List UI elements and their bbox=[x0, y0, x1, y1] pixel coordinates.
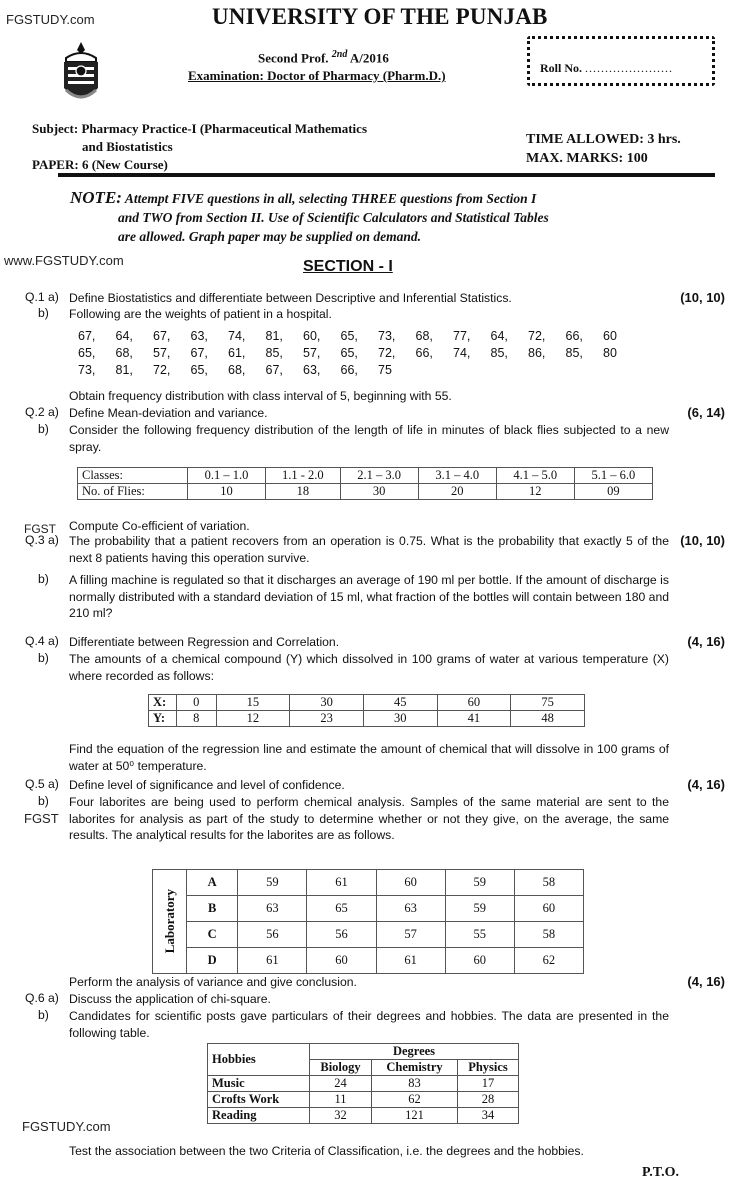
table-cell: 11 bbox=[310, 1092, 372, 1108]
laboratory-side-label bbox=[153, 870, 187, 974]
table-cell: 12 bbox=[216, 711, 290, 727]
roll-number-label: Roll No. bbox=[540, 61, 582, 75]
table-cell: 2.1 – 3.0 bbox=[340, 468, 418, 484]
table-cell: 09 bbox=[574, 484, 652, 500]
q2-part-a: Define Mean-deviation and variance. bbox=[69, 406, 268, 420]
table-cell: 18 bbox=[266, 484, 340, 500]
weight: 67, bbox=[78, 329, 96, 343]
table-cell: B bbox=[187, 896, 238, 922]
table-cell: Y: bbox=[149, 711, 177, 727]
table-header: Physics bbox=[458, 1060, 519, 1076]
weight: 73, bbox=[78, 363, 96, 377]
table-cell: 56 bbox=[307, 922, 376, 948]
note-lead: NOTE: bbox=[70, 188, 122, 207]
weight: 67, bbox=[265, 363, 283, 377]
q3-marks: (10, 10) bbox=[680, 533, 725, 548]
table-cell: 24 bbox=[310, 1076, 372, 1092]
roll-number-box[interactable] bbox=[527, 36, 715, 86]
flies-frequency-table bbox=[77, 467, 653, 500]
weight: 68, bbox=[115, 346, 133, 360]
weight: 72, bbox=[528, 329, 546, 343]
table-cell: 55 bbox=[445, 922, 514, 948]
table-cell: 15 bbox=[216, 695, 290, 711]
q4-part-b-task: Find the equation of the regression line and estimate the amount of chemical that will dissolve in 100 grams of water at 50⁰ temperature. bbox=[69, 742, 669, 773]
table-cell: 10 bbox=[188, 484, 266, 500]
q5-part-b: Four laborites are being used to perform chemical analysis. Samples of the same material are sent to the laborites for analysis as part of the study to determine whether or not they give, on the average, the same results. The analytical results for the laborites are as follows. bbox=[69, 795, 669, 842]
weights-row-1 bbox=[78, 329, 641, 343]
table-cell: 3.1 – 4.0 bbox=[418, 468, 496, 484]
table-cell: 61 bbox=[307, 870, 376, 896]
q4-part-b: The amounts of a chemical compound (Y) which dissolved in 100 grams of water at various temperature (X) where recorded as follows: bbox=[69, 652, 669, 683]
q1-part-b-task: Obtain frequency distribution with class interval of 5, beginning with 55. bbox=[69, 389, 452, 403]
q5-number: Q.5 a) bbox=[25, 777, 59, 791]
table-row bbox=[78, 484, 653, 500]
q1-b-label: b) bbox=[38, 306, 49, 320]
table-row bbox=[153, 948, 584, 974]
university-logo-icon bbox=[58, 40, 104, 108]
q6-number: Q.6 a) bbox=[25, 991, 59, 1005]
max-marks: MAX. MARKS: 100 bbox=[526, 151, 648, 166]
q5-b-label: b) bbox=[38, 794, 49, 808]
weight: 64, bbox=[490, 329, 508, 343]
prof-suffix: A/2016 bbox=[349, 50, 389, 66]
weight: 63, bbox=[303, 363, 321, 377]
table-cell: X: bbox=[149, 695, 177, 711]
weight: 85, bbox=[265, 346, 283, 360]
table-cell: 34 bbox=[458, 1108, 519, 1124]
table-cell: 57 bbox=[376, 922, 445, 948]
table-cell: 60 bbox=[437, 695, 511, 711]
table-cell: 58 bbox=[514, 870, 583, 896]
q6-part-b: Candidates for scientific posts gave particulars of their degrees and hobbies. The data are presented in the following table. bbox=[69, 1009, 669, 1040]
weight: 63, bbox=[190, 329, 208, 343]
table-header: Chemistry bbox=[372, 1060, 458, 1076]
laboratory-results-table bbox=[152, 869, 584, 974]
weight: 74, bbox=[453, 346, 471, 360]
table-header-degrees: Degrees bbox=[310, 1044, 519, 1060]
q6-part-a: Discuss the application of chi-square. bbox=[69, 992, 271, 1006]
q6-part-b-task: Test the association between the two Criteria of Classification, i.e. the degrees and the hobbies. bbox=[69, 1144, 584, 1158]
prof-prefix: Second Prof. bbox=[258, 50, 329, 66]
weight: 74, bbox=[228, 329, 246, 343]
q2-part-b-task: Compute Co-efficient of variation. bbox=[69, 519, 250, 533]
weight: 65, bbox=[340, 346, 358, 360]
section-title: SECTION - I bbox=[303, 258, 393, 275]
q4-marks: (4, 16) bbox=[687, 634, 725, 649]
table-cell: Reading bbox=[208, 1108, 310, 1124]
weight: 81, bbox=[115, 363, 133, 377]
table-header: Biology bbox=[310, 1060, 372, 1076]
weight: 67, bbox=[190, 346, 208, 360]
table-cell: 60 bbox=[514, 896, 583, 922]
weight: 68, bbox=[415, 329, 433, 343]
q3-part-b: A filling machine is regulated so that it discharges an average of 190 ml per bottle. If the amount of discharge is normally distributed with a standard deviation of 15 ml, what fraction of the bottles will contain between 180 and 210 ml? bbox=[69, 573, 669, 620]
table-cell: 4.1 – 5.0 bbox=[496, 468, 574, 484]
exam-year bbox=[258, 49, 389, 66]
weight: 65, bbox=[78, 346, 96, 360]
table-cell: 1.1 - 2.0 bbox=[266, 468, 340, 484]
table-cell: 32 bbox=[310, 1108, 372, 1124]
weight: 65, bbox=[340, 329, 358, 343]
weight: 64, bbox=[115, 329, 133, 343]
prof-ordinal: 2nd bbox=[331, 49, 348, 60]
weight: 80 bbox=[603, 346, 617, 360]
table-row bbox=[153, 922, 584, 948]
table-cell: 23 bbox=[290, 711, 364, 727]
weight: 66, bbox=[565, 329, 583, 343]
weight: 68, bbox=[228, 363, 246, 377]
table-cell: 60 bbox=[445, 948, 514, 974]
q5-marks: (4, 16) bbox=[687, 777, 725, 792]
weight: 61, bbox=[228, 346, 246, 360]
hobbies-degrees-table bbox=[207, 1043, 519, 1124]
table-cell: 62 bbox=[372, 1092, 458, 1108]
roll-number-blank: ...................... bbox=[585, 61, 673, 75]
table-cell: 59 bbox=[445, 870, 514, 896]
table-cell: 60 bbox=[307, 948, 376, 974]
paper-label: PAPER: 6 (New Course) bbox=[32, 157, 168, 172]
table-cell: 12 bbox=[496, 484, 574, 500]
table-header-hobbies: Hobbies bbox=[208, 1044, 310, 1076]
table-cell: 41 bbox=[437, 711, 511, 727]
header-divider bbox=[58, 173, 715, 177]
university-title: UNIVERSITY OF THE PUNJAB bbox=[212, 4, 548, 29]
weight: 66, bbox=[340, 363, 358, 377]
q1-number: Q.1 a) bbox=[25, 290, 59, 304]
q3-part-a: The probability that a patient recovers from an operation is 0.75. What is the probability that exactly 5 of the next 8 patients having this operation survive. bbox=[69, 534, 669, 565]
note-line-3: are allowed. Graph paper may be supplied on demand. bbox=[118, 229, 421, 244]
table-cell: A bbox=[187, 870, 238, 896]
q1-marks: (10, 10) bbox=[680, 290, 725, 305]
table-cell: No. of Flies: bbox=[78, 484, 188, 500]
table-cell: 30 bbox=[290, 695, 364, 711]
table-cell: 8 bbox=[177, 711, 217, 727]
time-marks-block bbox=[526, 130, 681, 168]
watermark-bottom: FGSTUDY.com bbox=[22, 1119, 111, 1134]
q4-part-a: Differentiate between Regression and Correlation. bbox=[69, 635, 340, 649]
weight: 81, bbox=[265, 329, 283, 343]
page-turn-over: P.T.O. bbox=[642, 1165, 679, 1180]
table-cell: 121 bbox=[372, 1108, 458, 1124]
table-cell: 17 bbox=[458, 1076, 519, 1092]
table-cell: 28 bbox=[458, 1092, 519, 1108]
examination-title: Examination: Doctor of Pharmacy (Pharm.D.) bbox=[188, 68, 446, 83]
table-cell: 60 bbox=[376, 870, 445, 896]
table-cell: 45 bbox=[363, 695, 437, 711]
q4-number: Q.4 a) bbox=[25, 634, 59, 648]
weight: 72, bbox=[378, 346, 396, 360]
table-cell: 63 bbox=[238, 896, 307, 922]
table-cell: 0 bbox=[177, 695, 217, 711]
weight: 65, bbox=[190, 363, 208, 377]
table-row bbox=[208, 1108, 519, 1124]
table-cell: 61 bbox=[238, 948, 307, 974]
watermark-mid: www.FGSTUDY.com bbox=[4, 253, 124, 268]
weight: 85, bbox=[565, 346, 583, 360]
weight: 60, bbox=[303, 329, 321, 343]
table-row bbox=[153, 870, 584, 896]
table-row bbox=[208, 1076, 519, 1092]
table-cell: 30 bbox=[363, 711, 437, 727]
table-cell: 0.1 – 1.0 bbox=[188, 468, 266, 484]
subject-line-2: and Biostatistics bbox=[82, 139, 173, 154]
table-row bbox=[208, 1044, 519, 1060]
q3-number: Q.3 a) bbox=[25, 533, 59, 547]
weight: 67, bbox=[153, 329, 171, 343]
table-row bbox=[78, 468, 653, 484]
subject-line-1: Subject: Pharmacy Practice-I (Pharmaceutical Mathematics bbox=[32, 121, 367, 136]
table-cell: 65 bbox=[307, 896, 376, 922]
watermark-q5: FGST bbox=[24, 811, 59, 826]
table-row bbox=[153, 896, 584, 922]
weight: 85, bbox=[490, 346, 508, 360]
table-cell: 83 bbox=[372, 1076, 458, 1092]
weight: 75 bbox=[378, 363, 392, 377]
weight: 73, bbox=[378, 329, 396, 343]
q1-part-a: Define Biostatistics and differentiate between Descriptive and Inferential Statistics. bbox=[69, 291, 512, 305]
weight: 57, bbox=[303, 346, 321, 360]
q6-b-label: b) bbox=[38, 1008, 49, 1022]
table-cell: Music bbox=[208, 1076, 310, 1092]
table-cell: 75 bbox=[511, 695, 585, 711]
q2-b-label: b) bbox=[38, 422, 49, 436]
q5-part-a: Define level of significance and level of confidence. bbox=[69, 778, 345, 792]
q1-part-b: Following are the weights of patient in a hospital. bbox=[69, 307, 332, 321]
weights-row-3 bbox=[78, 363, 416, 377]
temperature-solubility-table bbox=[148, 694, 585, 727]
table-cell: 59 bbox=[445, 896, 514, 922]
subject-block bbox=[32, 120, 367, 174]
watermark-top: FGSTUDY.com bbox=[6, 12, 95, 27]
table-cell: 62 bbox=[514, 948, 583, 974]
table-cell: 59 bbox=[238, 870, 307, 896]
table-cell: 61 bbox=[376, 948, 445, 974]
table-cell: 30 bbox=[340, 484, 418, 500]
q3-b-label: b) bbox=[38, 572, 49, 586]
weight: 72, bbox=[153, 363, 171, 377]
table-cell: C bbox=[187, 922, 238, 948]
q2-marks: (6, 14) bbox=[687, 405, 725, 420]
table-cell: 5.1 – 6.0 bbox=[574, 468, 652, 484]
table-cell: 58 bbox=[514, 922, 583, 948]
table-cell: 56 bbox=[238, 922, 307, 948]
laboratory-label-text: Laboratory bbox=[161, 889, 177, 954]
q4-b-label: b) bbox=[38, 651, 49, 665]
q2-part-b: Consider the following frequency distribution of the length of life in minutes of black flies subjected to a new spray. bbox=[69, 423, 669, 454]
q2-number: Q.2 a) bbox=[25, 405, 59, 419]
roll-number-field[interactable] bbox=[540, 61, 673, 76]
note-line-2: and TWO from Section II. Use of Scientific Calculators and Statistical Tables bbox=[118, 210, 549, 225]
table-cell: 63 bbox=[376, 896, 445, 922]
q5-part-b-task: Perform the analysis of variance and give conclusion. bbox=[69, 975, 357, 989]
table-cell: 48 bbox=[511, 711, 585, 727]
time-allowed: TIME ALLOWED: 3 hrs. bbox=[526, 132, 681, 147]
watermark-q3: FGST bbox=[24, 522, 56, 536]
table-row bbox=[149, 695, 585, 711]
weight: 66, bbox=[415, 346, 433, 360]
note-line-1: Attempt FIVE questions in all, selecting THREE questions from Section I bbox=[124, 191, 537, 206]
table-cell: Classes: bbox=[78, 468, 188, 484]
table-cell: Crofts Work bbox=[208, 1092, 310, 1108]
weights-row-2 bbox=[78, 346, 641, 360]
q5-tail-marks: (4, 16) bbox=[687, 974, 725, 989]
table-row bbox=[149, 711, 585, 727]
table-cell: D bbox=[187, 948, 238, 974]
weight: 57, bbox=[153, 346, 171, 360]
instructions-note bbox=[70, 188, 690, 246]
weight: 77, bbox=[453, 329, 471, 343]
weight: 86, bbox=[528, 346, 546, 360]
table-cell: 20 bbox=[418, 484, 496, 500]
table-row bbox=[208, 1092, 519, 1108]
weight: 60 bbox=[603, 329, 617, 343]
